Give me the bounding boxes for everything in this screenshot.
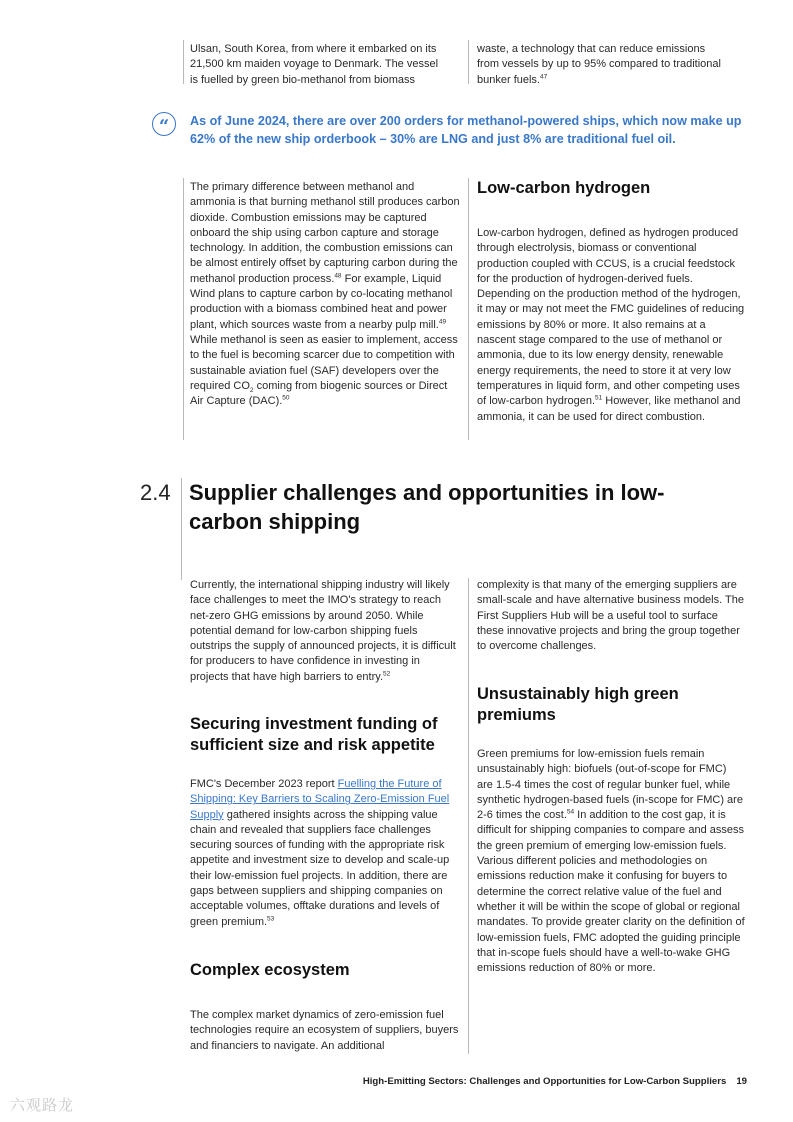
footnote-ref: 54	[566, 808, 575, 816]
section-number: 2.4	[140, 480, 171, 505]
heading-low-carbon-hydrogen: Low-carbon hydrogen	[477, 179, 651, 197]
footer-title: High-Emitting Sectors: Challenges and Opportunities for Low-Carbon Suppliers	[362, 1076, 727, 1087]
divider-mid-left	[183, 178, 184, 440]
footnote-ref: 52	[383, 670, 391, 678]
divider-mid-right	[468, 178, 469, 440]
page-footer	[363, 1076, 747, 1087]
text-line: waste, a technology that can reduce emissions	[477, 43, 706, 55]
premiums-paragraph: Green premiums for low-emission fuels remain unsustainably high: biofuels (out-of-scope for FMC) are 1.5-4 times the cost of regular bunker fuel, while synthetic hydrogen-based fuels (in-scope for FMC) are 2-6 times the cost.$^{54}$ In addition to the cost gap, it is difficult for shipping companies to compare and assess the green premium of emerging low-emission fuels. Various different policies and methodologies on emissions reduction make it confusing for buyers to determine the correct relative value of the fuel and whether it will be within the scope of global or regional mandates. To provide greater clarity on the definition of low-emission fuels, FMC adopted the guiding principle that in-scope fuels should have a well-to-wake GHG emissions reduction of 80% or more.	[477, 748, 745, 975]
footnote-ref: 51	[595, 394, 603, 402]
page-number: 19	[736, 1076, 747, 1087]
watermark: 六观路龙	[10, 1097, 75, 1114]
text-line: is fuelled by green bio-methanol from biomass	[190, 73, 416, 86]
text-line: from vessels by up to 95% compared to traditional	[477, 58, 721, 71]
footnote-ref: 47	[539, 72, 548, 80]
footnote-ref: 50	[282, 394, 290, 402]
pull-quote: As of June 2024, there are over 200 orders for methanol-powered ships, which now make up 62% of the new ship orderbook – 30% are LNG and just 8% are traditional fuel oil.	[190, 114, 742, 146]
divider-bottom-right	[468, 578, 469, 1054]
heading-investment-funding: Securing investment funding of sufficient size and risk appetite	[190, 715, 438, 754]
divider-top-right	[468, 40, 469, 84]
divider-top-left	[183, 40, 184, 84]
footnote-ref: 48	[334, 272, 342, 280]
hydrogen-paragraph: Low-carbon hydrogen, defined as hydrogen produced through electrolysis, biomass or conventional production coupled with CCUS, is a crucial feedstock for the production of hydrogen-derived fuels. Depending on the production method of the hydrogen, it may or may not meet the FMC guidelines of reducing emissions by 80% or more. It also remains at a nascent stage compared to the use of methanol or ammonia, due to its low energy density, renewable energy requirements, the need to store it at very low temperatures in liquid form, and other competing uses of low-carbon hydrogen.$^{51}$ However, like methanol and ammonia, it can be used for direct combustion.	[477, 227, 745, 423]
footnote-ref: 49	[438, 318, 447, 326]
divider-section-title	[181, 478, 182, 580]
ecosystem-paragraph: The complex market dynamics of zero-emission fuel technologies require an ecosystem of suppliers, buyers and financiers to navigate. An additional	[190, 1009, 459, 1052]
methanol-paragraph: The primary difference between methanol and ammonia is that burning methanol still produces carbon dioxide. Combustion emissions may be captured onboard the ship using carbon capture and storage technology. In addition, the combustion emissions can be almost entirely offset by capturing carbon during the methanol production process.$^{48}$ For example, Liquid Wind plans to capture carbon by co-locating methanol production with a biomass combined heat and power plant, which sources waste from a nearby pulp mill.$^{49}$ While methanol is seen as easier to implement, access to the fuel is becoming scarcer due to competition with sustainable aviation fuel (SAF) developers over the required $CO_2$ coming from biogenic sources or Direct Air Capture (DAC).$^{50}$	[190, 181, 460, 408]
top-right-text	[477, 42, 745, 88]
heading-complex-ecosystem: Complex ecosystem	[190, 961, 350, 979]
section-title: Supplier challenges and opportunities in low-carbon shipping	[189, 480, 665, 534]
intro-paragraph: Currently, the international shipping industry will likely face challenges to meet the IMO's strategy to reach net-zero GHG emissions by around 2050. While potential demand for low-carbon shipping fuels outstrips the supply of announced projects, it is difficult for producers to have confidence in investing in projects that have high barriers to entry.$^{52}$	[190, 579, 456, 683]
report-link[interactable]: Fuelling the Future of Shipping: Key Barriers to Scaling Zero-Emission Fuel Supply	[190, 778, 450, 821]
text-line: Ulsan, South Korea, from where it embarked on its	[190, 43, 437, 55]
complexity-paragraph: complexity is that many of the emerging suppliers are small-scale and have alternative business models. The First Suppliers Hub will be a useful tool to surface these innovative projects and bring the group together to overcome challenges.	[477, 579, 744, 653]
top-left-text	[190, 42, 460, 88]
funding-paragraph: FMC's December 2023 report Fuelling the Future of Shipping: Key Barriers to Scaling Zero-Emission Fuel Supply gathered insights across the shipping value chain and revealed that suppliers face challenges securing sources of funding with the appropriate risk appetite and investment size to develop and scale-up their low-emission fuel projects. In addition, there are gaps between suppliers and shipping companies on acceptable volumes, offtake durations and levels of green premium.$^{53}$	[190, 778, 450, 928]
quote-icon: “	[152, 112, 176, 136]
text-line: 21,500 km maiden voyage to Denmark. The vessel	[190, 58, 439, 71]
footnote-ref: 53	[267, 915, 275, 923]
text-line: bunker fuels.$^{47}$	[477, 72, 548, 86]
subscript: 2	[249, 387, 254, 395]
heading-green-premiums: Unsustainably high green premiums	[477, 685, 679, 724]
